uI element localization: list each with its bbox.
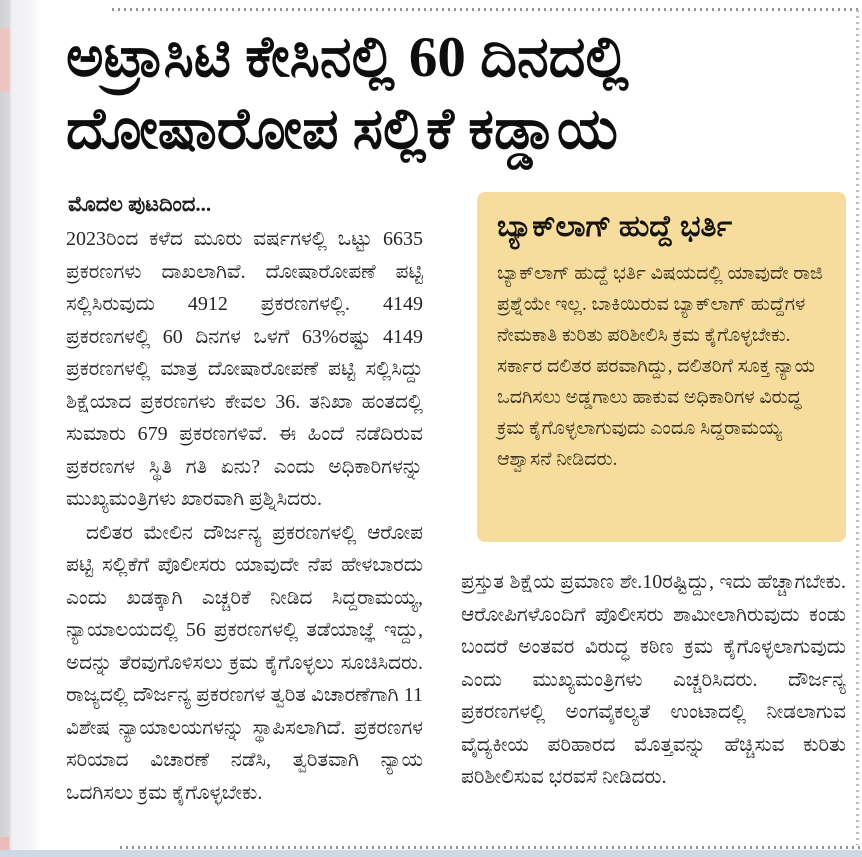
highlight-box-body: ಬ್ಯಾಕ್‌ಲಾಗ್ ಹುದ್ದೆ ಭರ್ತಿ ವಿಷಯದಲ್ಲಿ ಯಾವುದೇ ರಾಜಿ ಪ್ರಶ್ನೆಯೇ ಇಲ್ಲ. ಬಾಕಿಯಿರುವ ಬ್ಯಾಕ್‌ಲಾಗ್ ಹುದ್ದೆಗಳ ನೇಮಕಾತಿ ಕುರಿತು ಪರಿಶೀಲಿಸಿ ಕ್ರಮ ಕೈಗೊಳ್ಳಬೇಕು. ಸರ್ಕಾರ ದಲಿತರ ಪರವಾಗಿದ್ದು, ದಲಿತರಿಗೆ ಸೂಕ್ತ ನ್ಯಾಯ ಒದಗಿಸಲು ಅಡ್ಡಗಾಲು ಹಾಕುವ ಅಧಿಕಾರಿಗಳ ವಿರುದ್ಧ ಕ್ರಮ ಕೈಗೊಳ್ಳಲಾಗುವುದು ಎಂದೂ ಸಿದ್ದರಾಮಯ್ಯ ಆಶ್ವಾಸನೆ ನೀಡಿದರು. <box>497 263 823 470</box>
left-column-paragraph-1: 2023ರಿಂದ ಕಳೆದ ಮೂರು ವರ್ಷಗಳಲ್ಲಿ ಒಟ್ಟು 6635 ಪ್ರಕರಣಗಳು ದಾಖಲಾಗಿವೆ. ದೋಷಾರೋಪಣೆ ಪಟ್ಟಿ ಸಲ್ಲಿಸಿರುವುದು 4912 ಪ್ರಕರಣಗಳಲ್ಲಿ. 4149 ಪ್ರಕರಣಗಳಲ್ಲಿ 60 ದಿನಗಳ ಒಳಗೆ 63%ರಷ್ಟು 4149 ಪ್ರಕರಣಗಳಲ್ಲಿ ಮಾತ್ರ ದೋಷಾರೋಪಣೆ ಪಟ್ಟಿ ಸಲ್ಲಿಸಿದ್ದು ಶಿಕ್ಷೆಯಾದ ಪ್ರಕರಣಗಳು ಕೇವಲ 36. ತನಿಖಾ ಹಂತದಲ್ಲಿ ಸುಮಾರು 679 ಪ್ರಕರಣಗಳಿವೆ. ಈ ಹಿಂದೆ ನಡೆದಿರುವ ಪ್ರಕರಣಗಳ ಸ್ಥಿತಿ ಗತಿ ಏನು? ಎಂದು ಅಧಿಕಾರಿಗಳನ್ನು ಮುಖ್ಯಮಂತ್ರಿಗಳು ಖಾರವಾಗಿ ಪ್ರಶ್ನಿಸಿದರು. <box>66 228 423 510</box>
highlight-box-title: ಬ್ಯಾಕ್‌ಲಾಗ್ ಹುದ್ದೆ ಭರ್ತಿ <box>497 210 732 243</box>
bottom-edge-strip <box>0 850 862 857</box>
right-dotted-rule <box>856 10 859 845</box>
continued-from-lead-in: ಮೊದಲ ಪುಟದಿಂದ... <box>68 192 212 216</box>
left-column <box>66 192 423 809</box>
highlight-box <box>477 192 846 542</box>
headline-line-2: ದೋಷಾರೋಪ ಸಲ್ಲಿಕೆ ಕಡ್ಡಾಯ <box>66 98 618 161</box>
left-column-paragraph-2: ದಲಿತರ ಮೇಲಿನ ದೌರ್ಜನ್ಯ ಪ್ರಕರಣಗಳಲ್ಲಿ ಆರೋಪ ಪಟ್ಟಿ ಸಲ್ಲಿಕೆಗೆ ಪೊಲೀಸರು ಯಾವುದೇ ನೆಪ ಹೇಳಬಾರದು ಎಂದು ಖಡಕ್ಕಾಗಿ ಎಚ್ಚರಿಕೆ ನೀಡಿದ ಸಿದ್ದರಾಮಯ್ಯ, ನ್ಯಾಯಾಲಯದಲ್ಲಿ 56 ಪ್ರಕರಣಗಳಲ್ಲಿ ತಡೆಯಾಜ್ಞೆ ಇದ್ದು, ಅದನ್ನು ತೆರವುಗೊಳಿಸಲು ಕ್ರಮ ಕೈಗೊಳ್ಳಲು ಸೂಚಿಸಿದರು. ರಾಜ್ಯದಲ್ಲಿ ದೌರ್ಜನ್ಯ ಪ್ರಕರಣಗಳ ತ್ವರಿತ ವಿಚಾರಣೆಗಾಗಿ 11 ವಿಶೇಷ ನ್ಯಾಯಾಲಯಗಳನ್ನು ಸ್ಥಾಪಿಸಲಾಗಿದೆ. ಪ್ರಕರಣಗಳ ಸರಿಯಾದ ವಿಚಾರಣೆ ನಡೆಸಿ, ತ್ವರಿತವಾಗಿ ನ್ಯಾಯ ಒದಗಿಸಲು ಕ್ರಮ ಕೈಗೊಳ್ಳಬೇಕು. <box>66 521 423 804</box>
bottom-dotted-rule <box>120 846 862 849</box>
article-content <box>66 22 846 809</box>
page-edge-strip <box>0 0 40 857</box>
adjacent-page-fragment-top <box>0 28 9 92</box>
top-dotted-rule <box>112 8 862 11</box>
article-columns <box>66 192 846 809</box>
right-column <box>461 192 846 809</box>
right-column-paragraph-1: ಪ್ರಸ್ತುತ ಶಿಕ್ಷೆಯ ಪ್ರಮಾಣ ಶೇ.10ರಷ್ಟಿದ್ದು, ಇದು ಹೆಚ್ಚಾಗಬೇಕು. ಆರೋಪಿಗಳೊಂದಿಗೆ ಪೊಲೀಸರು ಶಾಮೀಲಾಗಿರುವುದು ಕಂಡು ಬಂದರೆ ಅಂತವರ ವಿರುದ್ಧ ಕಠಿಣ ಕ್ರಮ ಕೈಗೊಳ್ಳಲಾಗುವುದು ಎಂದು ಮುಖ್ಯಮಂತ್ರಿಗಳು ಎಚ್ಚರಿಸಿದರು. ದೌರ್ಜನ್ಯ ಪ್ರಕರಣಗಳಲ್ಲಿ ಅಂಗವೈಕಲ್ಯತೆ ಉಂಟಾದಲ್ಲಿ ನೀಡಲಾಗುವ ವೈದ್ಯಕೀಯ ಪರಿಹಾರದ ಮೊತ್ತವನ್ನು ಹೆಚ್ಚಿಸುವ ಕುರಿತು ಪರಿಶೀಲಿಸುವ ಭರವಸೆ ನೀಡಿದರು. <box>461 571 846 788</box>
headline-line-1: ಅಟ್ರಾಸಿಟಿ ಕೇಸಿನಲ್ಲಿ 60 ದಿನದಲ್ಲಿ <box>66 26 629 89</box>
article-headline <box>66 22 846 166</box>
